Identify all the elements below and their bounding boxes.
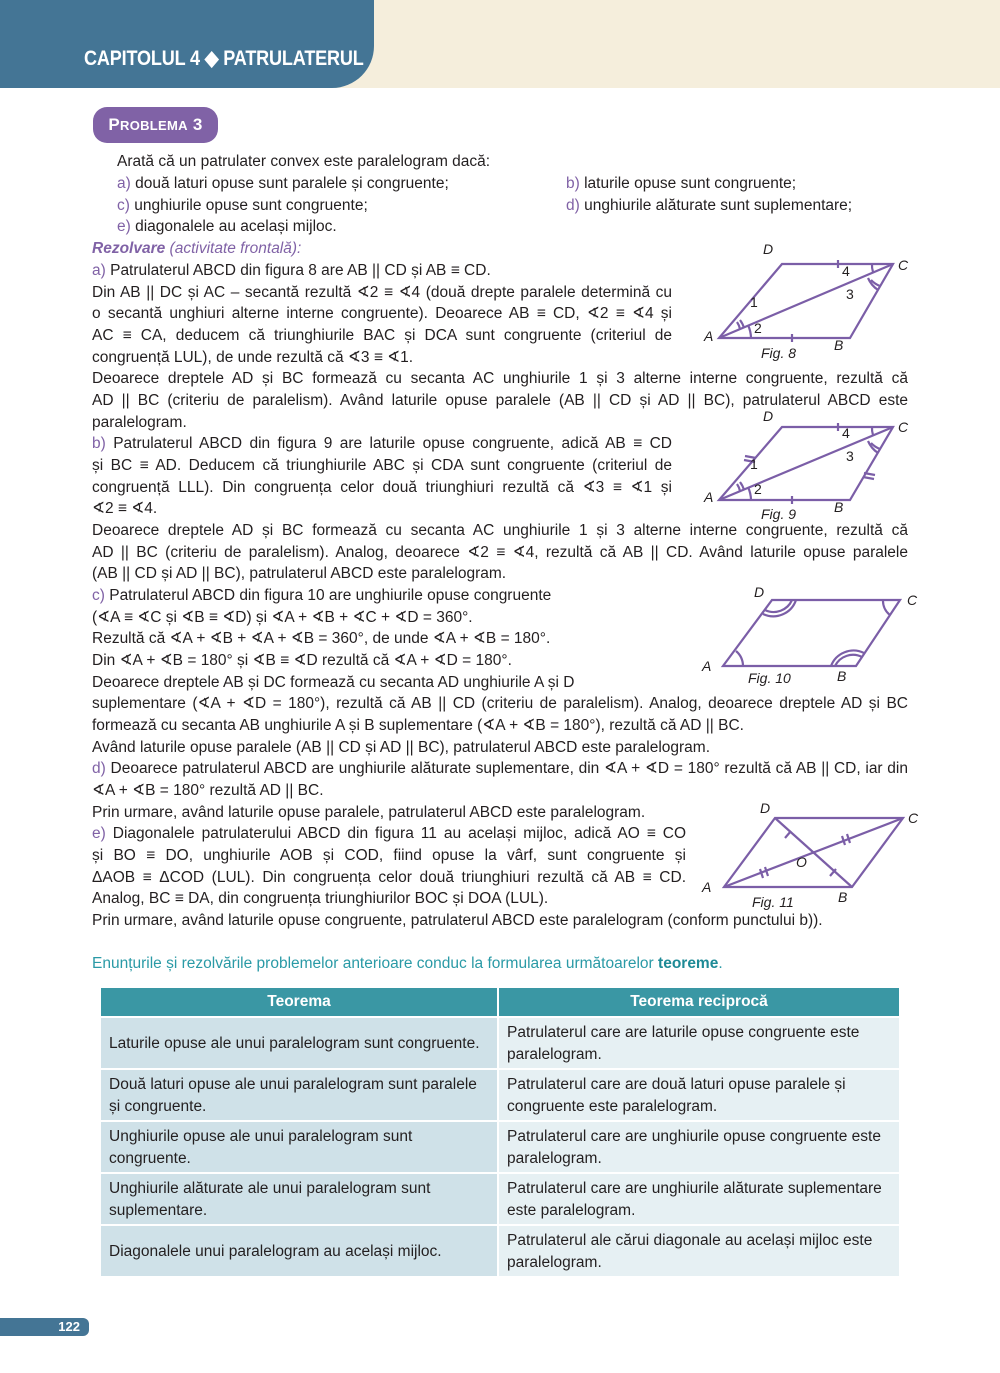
svg-text:2: 2: [754, 320, 762, 336]
sol-b-line6: AD || BC (criteriu de paralelism). Analog, deoarece ∢2 ≡ ∢4, rezultă că AB || CD. Având laturile opuse paralele: [92, 544, 908, 561]
sol-d-line1: d) Deoarece patrulaterul ABCD are unghiurile alăturate suplementare, din ∢A + ∢D = 180° rezultă că AB || CD, iar din: [92, 760, 908, 777]
svg-text:Fig. 9: Fig. 9: [761, 506, 797, 522]
sol-c-line1: c) Patrulaterul ABCD din figura 10 are unghiurile opuse congruente: [92, 587, 552, 604]
theorem-cell: Două laturi opuse ale unui paralelogram sunt paralele și congruente.: [101, 1068, 499, 1120]
sol-b-line7: (AB || CD și AD || BC), patrulaterul ABCD este paralelogram.: [92, 565, 507, 582]
sol-c-line2: (∢A ≡ ∢C și ∢B ≡ ∢D) și ∢A + ∢B + ∢C + ∢D = 360°.: [92, 609, 473, 626]
sol-c-line6: suplementare (∢A + ∢D = 180°), rezultă că AB || CD (criteriu de paralelism). Analog, deoarece dreptele AD și BC: [92, 695, 908, 712]
svg-text:B: B: [834, 499, 844, 515]
sol-c-line5: Deoarece dreptele AB și DC formează cu secanta AD unghiurile A și D: [92, 674, 575, 691]
sol-a-line8: paralelogram.: [92, 414, 187, 431]
sol-b-line5: Deoarece dreptele AD și BC formează cu secanta AC unghiurile 1 și 3 alterne interne congruente, rezultă că: [92, 522, 908, 539]
sol-b-line3: congruență LLL). Din congruența celor două triunghiuri rezultă că ∢3 ≡ ∢1 și: [92, 479, 672, 496]
svg-text:D: D: [763, 241, 774, 257]
badge-word: ROBLEMA: [120, 118, 188, 133]
sol-a-line4: AC ≡ CA, deducem că triunghiurile BAC și DCA sunt congruente (criteriul de: [92, 327, 672, 344]
svg-text:O: O: [796, 854, 807, 870]
badge-initial: P: [108, 115, 120, 134]
sol-e-line3: ΔAOB ≡ ΔCOD (LUL). Din congruența celor două triunghiuri rezultă că AB ≡ CD.: [92, 869, 686, 886]
sol-b-line1: b) Patrulaterul ABCD din figura 9 are laturile opuse congruente, adică AB ≡ CD: [92, 435, 672, 452]
svg-text:C: C: [907, 592, 918, 608]
svg-text:D: D: [763, 408, 774, 424]
theorem-intro: Enunțurile și rezolvările problemelor anterioare conduc la formularea următoarelor teoreme.: [92, 955, 723, 972]
sol-a-line7: AD || BC (criteriu de paralelism). Având laturile opuse paralele (AB || CD și AD || BC), patrulaterul ABCD este: [92, 392, 908, 409]
theorem-cell: Unghiurile alăturate ale unui paralelogram sunt suplementare.: [101, 1172, 499, 1224]
sol-a-line2: Din AB || DC și AC – secantă rezultă ∢2 ≡ ∢4 (două drepte paralele determină cu: [92, 284, 672, 301]
svg-text:Fig. 11: Fig. 11: [752, 894, 794, 910]
svg-text:B: B: [837, 668, 847, 684]
svg-text:C: C: [898, 419, 909, 435]
sol-e-line5: Prin urmare, având laturile opuse congruente, patrulaterul ABCD este paralelogram (conform punctului b)).: [92, 912, 823, 929]
svg-text:D: D: [754, 584, 765, 600]
header-theorem: Teorema: [101, 988, 499, 1016]
reciprocal-cell: Patrulaterul care are unghiurile alăturate suplementare este paralelogram.: [499, 1172, 899, 1224]
svg-text:Fig. 10: Fig. 10: [748, 670, 791, 686]
item-a: a) două laturi opuse sunt paralele și congruente;: [117, 175, 449, 192]
figure-9: [700, 410, 920, 525]
sol-d-line3: Prin urmare, având laturile opuse paralele, patrulaterul ABCD este paralelogram.: [92, 804, 646, 821]
sol-b-line4: ∢2 ≡ ∢4.: [92, 500, 158, 517]
item-d: d) unghiurile alăturate sunt suplementare;: [566, 197, 853, 214]
header-reciprocal: Teorema reciprocă: [499, 988, 899, 1016]
svg-text:4: 4: [842, 425, 850, 441]
rezolvare-heading: Rezolvare (activitate frontală):: [92, 240, 302, 257]
reciprocal-cell: Patrulaterul care are laturile opuse congruente este paralelogram.: [499, 1016, 899, 1068]
sol-d-line2: ∢A + ∢B = 180° rezultă AD || BC.: [92, 782, 324, 799]
theorem-cell: Laturile opuse ale unui paralelogram sunt congruente.: [101, 1016, 499, 1068]
figure-8: [700, 241, 920, 365]
badge-number: 3: [192, 115, 203, 134]
sol-e-line4: Analog, BC ≡ DA, din congruența triunghiurilor BOC și DOA (LUL).: [92, 890, 549, 907]
svg-text:4: 4: [842, 263, 850, 279]
reciprocal-cell: Patrulaterul care are două laturi opuse paralele și congruente este paralelogram.: [499, 1068, 899, 1120]
svg-text:Fig. 8: Fig. 8: [761, 345, 797, 361]
item-e: e) diagonalele au același mijloc.: [117, 218, 337, 235]
table-row: [101, 1068, 899, 1120]
svg-text:D: D: [760, 800, 771, 816]
table-row: [101, 1224, 899, 1276]
svg-text:A: A: [702, 658, 712, 674]
table-row: [101, 1016, 899, 1068]
sol-e-line2: și BO ≡ DO, unghiurile AOB și COD, fiind opuse la vârf, sunt congruente și: [92, 847, 686, 864]
figure-11: [700, 798, 920, 913]
problem-statement: Arată că un patrulater convex este paralelogram dacă:: [117, 153, 491, 170]
table-row: [101, 1120, 899, 1172]
sol-a-line5: congruență LUL), de unde rezultă că ∢3 ≡ ∢1.: [92, 349, 414, 366]
reciprocal-cell: Patrulaterul care are unghiurile opuse congruente este paralelogram.: [499, 1120, 899, 1172]
svg-text:A: A: [704, 489, 714, 505]
table-header-row: [101, 988, 899, 1016]
svg-text:A: A: [704, 328, 714, 344]
problem-badge: [93, 107, 218, 143]
sol-c-line8: Având laturile opuse paralele (AB || CD și AD || BC), patrulaterul ABCD este paralelogram.: [92, 739, 711, 756]
svg-text:1: 1: [750, 456, 758, 472]
reciprocal-cell: Patrulaterul ale cărui diagonale au același mijloc este paralelogram.: [499, 1224, 899, 1276]
svg-text:A: A: [702, 879, 712, 895]
figure-10: [700, 583, 920, 693]
theorem-table: [101, 988, 899, 1276]
svg-text:2: 2: [754, 481, 762, 497]
svg-text:C: C: [898, 257, 909, 273]
item-c: c) unghiurile opuse sunt congruente;: [117, 197, 368, 214]
svg-text:C: C: [908, 810, 919, 826]
table-row: [101, 1172, 899, 1224]
sol-e-line1: e) Diagonalele patrulaterului ABCD din figura 11 au același mijloc, adică AO ≡ CO: [92, 825, 686, 842]
sol-a-line1: a) Patrulaterul ABCD din figura 8 are AB || CD și AB ≡ CD.: [92, 262, 491, 279]
svg-text:1: 1: [750, 294, 758, 310]
sol-b-line2: și BC ≡ AD. Deducem că triunghiurile ABC și CDA sunt congruente (criteriul de: [92, 457, 672, 474]
svg-text:3: 3: [846, 286, 854, 302]
page-number: 122: [0, 1318, 89, 1336]
sol-a-line6: Deoarece dreptele AD și BC formează cu secanta AC unghiurile 1 și 3 alterne interne congruente, rezultă că: [92, 370, 908, 387]
sol-c-line4: Din ∢A + ∢B = 180° și ∢B ≡ ∢D rezultă că ∢A + ∢D = 180°.: [92, 652, 512, 669]
item-b: b) laturile opuse sunt congruente;: [566, 175, 797, 192]
sol-c-line7: formează cu secanta AB unghiurile A și B suplementare (∢A + ∢B = 180°), rezultă că AD || BC.: [92, 717, 744, 734]
svg-text:B: B: [838, 889, 848, 905]
chapter-title: CAPITOLUL 4 ◆ PATRULATERUL: [84, 47, 364, 70]
sol-a-line3: o secantă unghiuri alterne interne congruente). Deoarece AB ≡ CD, ∢2 ≡ ∢4 și: [92, 305, 672, 322]
theorem-cell: Unghiurile opuse ale unui paralelogram sunt congruente.: [101, 1120, 499, 1172]
sol-c-line3: Rezultă că ∢A + ∢B + ∢A + ∢B = 360°, de unde ∢A + ∢B = 180°.: [92, 630, 551, 647]
theorem-cell: Diagonalele unui paralelogram au același mijloc.: [101, 1224, 499, 1276]
svg-text:B: B: [834, 337, 844, 353]
chapter-tab: [0, 0, 374, 88]
svg-text:3: 3: [846, 448, 854, 464]
